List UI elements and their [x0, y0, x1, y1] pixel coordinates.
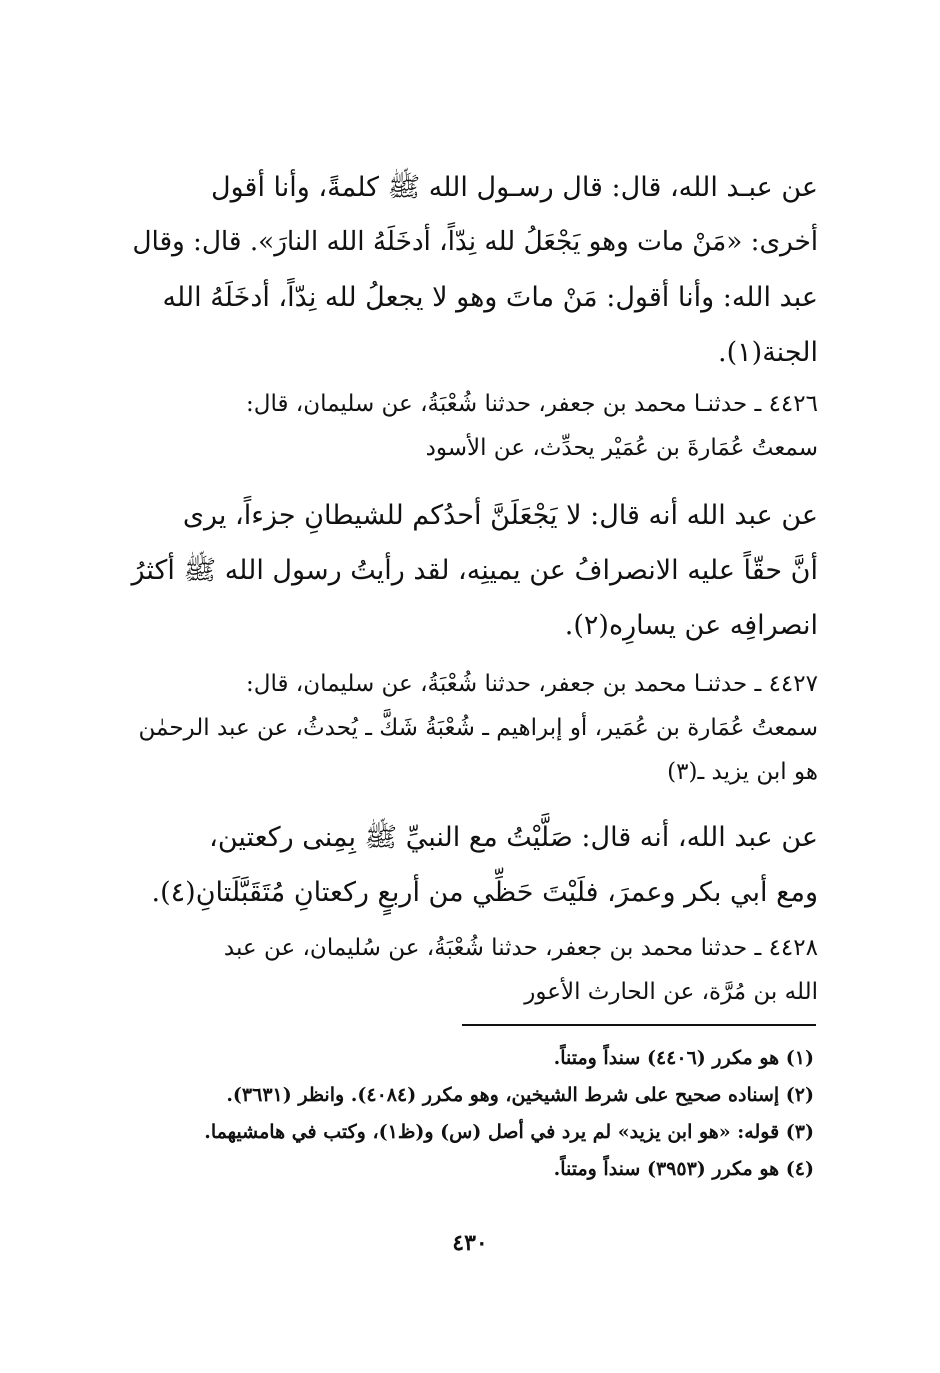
- footnote: (٢) إسناده صحيح على شرط الشيخين، وهو مكرر (٤٠٨٤). وانظر (٣٦٣١).: [226, 1084, 814, 1106]
- page-number: ٤٣٠: [452, 1230, 488, 1256]
- hadith-chain-4426: [118, 382, 818, 470]
- footnote: (١) هو مكرر (٤٤٠٦) سنداً ومتناً.: [553, 1047, 814, 1069]
- text-line: ٤٤٢٧ ـ حدثنـا محمد بن جعفر، حدثنا شُعْبَةُ، عن سليمان، قال:: [246, 671, 818, 697]
- hadith-chain-4427: [118, 662, 818, 794]
- text-line: الجنة(١).: [718, 337, 818, 368]
- text-line: عن عبـد الله، قال: قال رسـول الله ﷺ كلمةً، وأنا أقول: [210, 172, 818, 203]
- text-line: ٤٤٢٦ ـ حدثنـا محمد بن جعفر، حدثنا شُعْبَةُ، عن سليمان، قال:: [246, 391, 818, 417]
- footnote: (٣) قوله: «هو ابن يزيد» لم يرد في أصل (س) و(ظ١)، وكتب في هامشيهما.: [204, 1121, 814, 1143]
- text-line: سمعتُ عُمَارةَ بن عُمَيْر يحدِّث، عن الأسود: [425, 435, 818, 461]
- hadith-text-4427: [118, 810, 818, 920]
- hadith-text-1: [118, 160, 818, 380]
- text-line: عبد الله: وأنا أقول: مَنْ ماتَ وهو لا يجعلُ لله نِدّاً، أدخَلَهُ الله: [162, 282, 818, 313]
- text-line: أخرى: «مَنْ مات وهو يَجْعَلُ لله نِدّاً، أدخَلَهُ الله النارَ». قال: وقال: [132, 227, 818, 257]
- hadith-text-4426: [118, 488, 818, 653]
- text-line: هو ابن يزيد ـ(٣): [667, 759, 818, 785]
- footnotes: [118, 1040, 814, 1188]
- text-line: ومع أبي بكر وعمرَ، فلَيْتَ حَظِّي من أربعٍ ركعتانِ مُتَقَبَّلَتانِ(٤).: [151, 877, 818, 908]
- text-line: أنَّ حقّاً عليه الانصرافُ عن يمينِه، لقد رأيتُ رسول الله ﷺ أكثرُ: [131, 555, 818, 586]
- text-line: سمعتُ عُمَارة بن عُمَير، أو إبراهيم ـ شُعْبَةُ شَكَّ ـ يُحدثُ، عن عبد الرحمٰن: [138, 715, 818, 741]
- text-line: عن عبد الله، أنه قال: صَلَّيْتُ مع النبيِّ ﷺ بِمِنى ركعتين،: [209, 822, 818, 853]
- footnote: (٤) هو مكرر (٣٩٥٣) سنداً ومتناً.: [553, 1158, 814, 1180]
- text-line: عن عبد الله أنه قال: لا يَجْعَلَنَّ أحدُكم للشيطانِ جزءاً، يرى: [182, 500, 818, 531]
- text-line: ٤٤٢٨ ـ حدثنا محمد بن جعفر، حدثنا شُعْبَةُ، عن سُليمان، عن عبد: [223, 935, 818, 961]
- text-line: الله بن مُرَّة، عن الحارث الأعور: [524, 979, 818, 1005]
- hadith-chain-4428: [118, 926, 818, 1014]
- text-line: انصرافِه عن يسارِه(٢).: [564, 610, 818, 641]
- footnote-separator: [462, 1024, 816, 1026]
